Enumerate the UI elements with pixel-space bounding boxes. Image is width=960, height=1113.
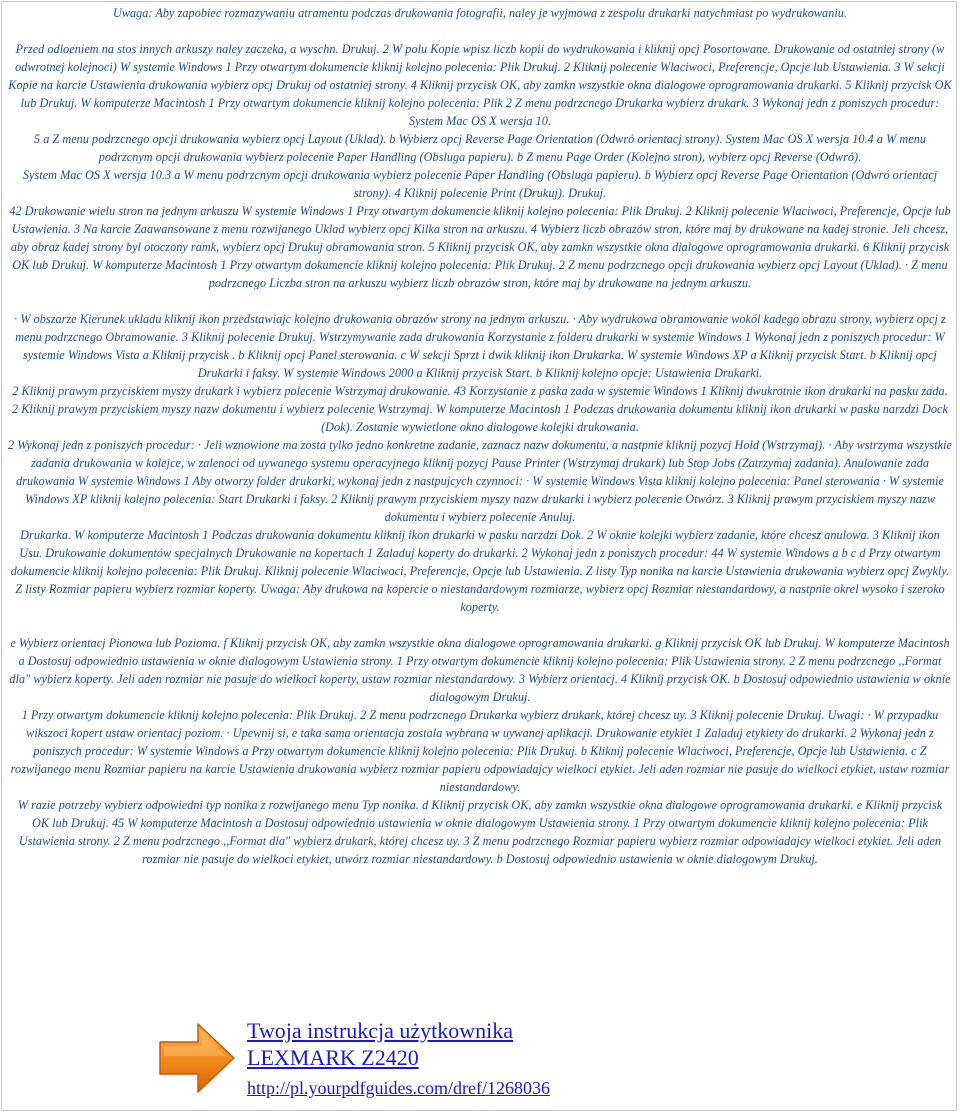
paragraph-10: e Wybierz orientacj Pionowa lub Pozioma. f Kliknij przycisk OK, aby zamkn wszystkie okna dialogowe oprogramowania drukarki. g Kliknij przycisk OK lub Drukuj. W komputerze Macintosh a Dostosuj odpowiednio ustawienia w oknie dialogowym Ustawienia strony. 1 Przy otwartym dokumencie kliknij kolejno polecenia: Plik Ustawienia strony. 2 Z menu podrzcnego ,,Format dla" wybierz koperty. Jeli aden rozmiar nie pasuje do wielkoci koperty, ustaw rozmiar niestandardowy. 3 Wybierz orientacj. 4 Kliknij przycisk OK. b Dostosuj odpowiednio ustawienia w oknie dialogowym Drukuj. bbox=[9, 636, 951, 704]
manual-title-link[interactable]: Twoja instrukcja użytkownika bbox=[247, 1018, 514, 1043]
product-name-link[interactable]: LEXMARK Z2420 bbox=[247, 1045, 419, 1070]
paragraph-4: System Mac OS X wersja 10.3 a W menu podrzcnym opcji drukowania wybierz polecenie Paper Handling (Obsluga papieru). b Wybierz opcj Reverse Page Orientation (Odwró orientacj strony). 4 Kliknij polecenie Print (Drukuj). Drukuj. bbox=[22, 168, 938, 200]
arrow-right-icon bbox=[154, 1016, 238, 1100]
footer-banner bbox=[2, 1014, 957, 1110]
paragraph-9: Drukarka. W komputerze Macintosh 1 Podczas drukowania dokumentu kliknij ikon drukarki w pasku narzdzi Dok. 2 W oknie kolejki wybierz zadanie, które chcesz anulowa. 3 Kliknij ikon Usu. Drukowanie dokumentów specjalnych Drukowanie na kopertach 1 Zaladuj koperty do drukarki. 2 Wykonaj jedn z poniszych procedur: 44 W systemie Windows a b c d Przy otwartym dokumencie kliknij kolejno polecenia: Plik Drukuj. Kliknij polecenie Wlaciwoci, Preferencje, Opcje lub Ustawienia. Z listy Typ nonika na karcie Ustawienia drukowania wybierz opcj Zwykly. Z listy Rozmiar papieru wybierz rozmiar koperty. Uwaga: Aby drukowa na kopercie o niestandardowym rozmiarze, wybierz opcj Rozmiar niestandardowy, a nastpnie okrel wysoko i szeroko koperty. bbox=[10, 528, 950, 614]
document-page bbox=[1, 1, 957, 1111]
paragraph-7: 2 Kliknij prawym przyciskiem myszy drukark i wybierz polecenie Wstrzymaj drukowanie. 43 Korzystanie z paska zada w systemie Windows 1 Kliknij dwukrotnie ikon drukarki na pasku zada. 2 Kliknij prawym przyciskiem myszy nazw dokumentu i wybierz polecenie Wstrzymaj. W komputerze Macintosh 1 Podczas drukowania dokumentu kliknij ikon drukarki w pasku narzdzi Dock (Dok). Zostanie wywietlone okno dialogowe kolejki drukowania. bbox=[12, 384, 948, 434]
paragraph-gap bbox=[2, 292, 957, 310]
paragraph-11: 1 Przy otwartym dokumencie kliknij kolejno polecenia: Plik Drukuj. 2 Z menu podrzcnego Drukarka wybierz drukark, której chcesz uy. 3 Kliknij polecenie Drukuj. Uwagi: · W przypadku wikszoci kopert ustaw orientacj poziom. · Upewnij si, e taka sama orientacja zostala wybrana w uywanej aplikacji. Drukowanie etykiet 1 Zaladuj etykiety do drukarki. 2 Wykonaj jedn z poniszych procedur: W systemie Windows a Przy otwartym dokumencie kliknij kolejno polecenia: Plik Drukuj. b Kliknij polecenie Wlaciwoci, Preferencje, Opcje lub Ustawienia. c Z rozwijanego menu Rozmiar papieru na karcie Ustawienia drukowania wybierz rozmiar papieru odpowiadajcy wielkoci etykiet. Jeli aden rozmiar nie pasuje do wielkoci etykiet, ustaw rozmiar niestandardowy. bbox=[10, 708, 950, 794]
paragraph-gap bbox=[2, 616, 957, 634]
manual-url-link[interactable]: http://pl.yourpdfguides.com/dref/1268036 bbox=[247, 1078, 550, 1098]
paragraph-12: W razie potrzeby wybierz odpowiedni typ nonika z rozwijanego menu Typ nonika. d Kliknij przycisk OK, aby zamkn wszystkie okna dialogowe oprogramowania drukarki. e Kliknij przycisk OK lub Drukuj. 45 W komputerze Macintosh a Dostosuj odpowiednio ustawienia w oknie dialogowym Ustawienia strony. 1 Przy otwartym dokumencie kliknij kolejno polecenia: Plik Ustawienia strony. 2 Z menu podrzcnego ,,Format dla" wybierz drukark, której chcesz uy. 3 Z menu podrzcnego Rozmiar papieru wybierz rozmiar odpowiadajcy wielkoci etykiet. Jeli aden rozmiar nie pasuje do wielkoci etykiet, utwórz rozmiar niestandardowy. b Dostosuj odpowiednio ustawienia w oknie dialogowym Drukuj. bbox=[17, 798, 943, 866]
paragraph-gap bbox=[2, 22, 957, 40]
paragraph-8: 2 Wykonaj jedn z poniszych procedur: · Jeli wznowione ma zosta tylko jedno konkretne zadanie, zaznacz nazw dokumentu, a nastpnie kliknij pozycj Hold (Wstrzymaj). · Aby wstrzyma wszystkie zadania drukowania w kolejce, w zalenoci od uywanego systemu operacyjnego kliknij pozycj Pause Printer (Wstrzymaj drukark) lub Stop Jobs (Zatrzymaj zadania). Anulowanie zada drukowania W systemie Windows 1 Aby otworzy folder drukarki, wykonaj jedn z nastpujcych czynnoci: · W systemie Windows Vista kliknij kolejno polecenia: Panel sterowania · W systemie Windows XP kliknij kolejno polecenia: Start Drukarki i faksy. 2 Kliknij prawym przyciskiem myszy nazw drukarki i wybierz polecenie Otwórz. 3 Kliknij prawym przyciskiem myszy nazw dokumentu i wybierz polecenie Anuluj. bbox=[8, 438, 952, 524]
paragraph-6: · W obszarze Kierunek ukladu kliknij ikon przedstawiajc kolejno drukowania obrazów strony na jednym arkuszu. · Aby wydrukowa obramowanie wokól kadego obrazu strony, wybierz opcj z menu podrzcnego Obramowanie. 3 Kliknij polecenie Drukuj. Wstrzymywanie zada drukowania Korzystanie z folderu drukarki w systemie Windows 1 Wykonaj jedn z poniszych procedur: W systemie Windows Vista a Kliknij przycisk . b Kliknij opcj Panel sterowania. c W sekcji Sprzt i dwik kliknij ikon Drukarka. W systemie Windows XP a Kliknij przycisk Start. b Kliknij opcj Drukarki i faksy. W systemie Windows 2000 a Kliknij przycisk Start. b Kliknij kolejno opcje: Ustawienia Drukarki. bbox=[14, 312, 946, 380]
document-body bbox=[2, 2, 957, 1012]
paragraph-2: Przed odloeniem na stos innych arkuszy naley zaczeka, a wyschn. Drukuj. 2 W polu Kopie wpisz liczb kopii do wydrukowania i kliknij opcj Posortowane. Drukowanie od ostatniej strony (w odwrotnej kolejnoci) W systemie Windows 1 Przy otwartym dokumencie kliknij kolejno polecenia: Plik Drukuj. 2 Kliknij polecenie Wlaciwoci, Preferencje, Opcje lub Ustawienia. 3 W sekcji Kopie na karcie Ustawienia drukowania wybierz opcj Drukuj od ostatniej strony. 4 Kliknij przycisk OK, aby zamkn wszystkie okna dialogowe oprogramowania drukarki. 5 Kliknij przycisk OK lub Drukuj. W komputerze Macintosh 1 Przy otwartym dokumencie kliknij kolejno polecenia: Plik 2 Z menu podrzcnego Drukarka wybierz drukark. 3 Wykonaj jedn z poniszych procedur: System Mac OS X wersja 10. bbox=[8, 42, 952, 128]
paragraph-5: 42 Drukowanie wielu stron na jednym arkuszu W systemie Windows 1 Przy otwartym dokumencie kliknij kolejno polecenia: Plik Drukuj. 2 Kliknij polecenie Wlaciwoci, Preferencje, Opcje lub Ustawienia. 3 Na karcie Zaawansowane z menu rozwijanego Uklad wybierz opcj Kilka stron na arkuszu. 4 Wybierz liczb obrazów stron, które maj by drukowane na kadej stronie. Jeli chcesz, aby obraz kadej strony byl otoczony ramk, wybierz opcj Drukuj obramowania stron. 5 Kliknij przycisk OK, aby zamkn wszystkie okna dialogowe oprogramowania drukarki. 6 Kliknij przycisk OK lub Drukuj. W komputerze Macintosh 1 Przy otwartym dokumencie kliknij kolejno polecenia: Plik Drukuj. 2 Z menu podrzcnego opcji drukowania wybierz opcj Layout (Uklad). · Z menu podrzcnego Liczba stron na arkuszu wybierz liczb obrazów stron, które maj by drukowane na jednym arkuszu. bbox=[9, 204, 951, 290]
paragraph-1: Uwaga: Aby zapobiec rozmazywaniu atramentu podczas drukowania fotografii, naley je wyjmowa z zespolu drukarki natychmiast po wydrukowaniu. bbox=[112, 6, 848, 20]
paragraph-3: 5 a Z menu podrzcnego opcji drukowania wybierz opcj Layout (Uklad). b Wybierz opcj Reverse Page Orientation (Odwró orientacj strony). System Mac OS X wersja 10.4 a W menu podrzcnym opcji drukowania wybierz polecenie Paper Handling (Obsluga papieru). b Z menu Page Order (Kolejno stron), wybierz opcj Reverse (Odwró). bbox=[33, 132, 927, 164]
